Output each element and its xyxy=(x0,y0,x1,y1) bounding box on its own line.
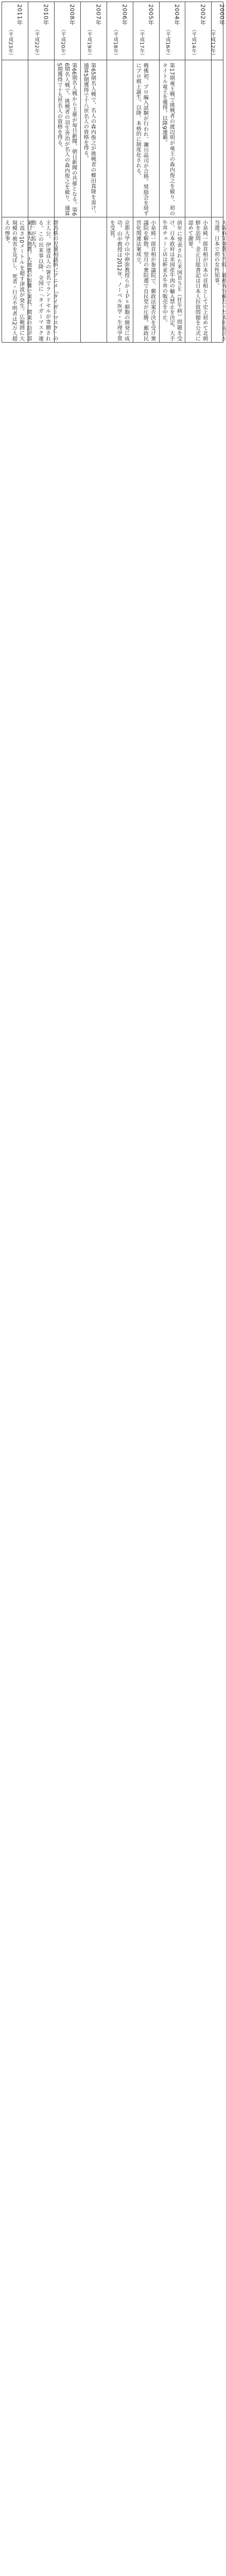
news-cell-2000 xyxy=(212,217,226,343)
year-label: 2011年 xyxy=(16,4,23,26)
year-label: 2000年 xyxy=(218,4,225,26)
year-cell-2002 xyxy=(185,2,212,60)
news-cell-2006 xyxy=(107,217,133,343)
year-row xyxy=(2,2,223,60)
shogi-cell-2004 xyxy=(160,60,185,217)
year-cell-2005 xyxy=(133,2,160,60)
year-cell-2010 xyxy=(28,2,55,60)
news-cell-2008 xyxy=(55,217,81,343)
shogi-cell-2002 xyxy=(185,60,212,217)
news-cell-2011 xyxy=(2,217,31,343)
year-label: 2002年 xyxy=(199,4,206,26)
year-label: 2010年 xyxy=(42,4,49,26)
social-news-row xyxy=(2,217,223,343)
shogi-event-text: 第66期名人戦から主催が毎日新聞、朝日新聞の共催となる。第66期名人戦で、挑戦者の羽生善治が名人の森内俊之を破り、通算5期獲得で十九世名人の資格を得る。 xyxy=(56,63,77,216)
year-label: 2004年 xyxy=(173,4,180,26)
chronology-table xyxy=(2,2,226,343)
shogi-event-text: 第17期竜王戦で挑戦者の渡辺明が竜王の森内俊之を破り、初のタイトル竜王を獲得。以降9連覇。 xyxy=(161,63,175,216)
year-cell-2011 xyxy=(2,2,28,60)
news-cell-2007 xyxy=(81,217,107,343)
news-cell-2010 xyxy=(28,217,58,343)
news-text: 東日本大地震。大地震の影響で東北、関東の沿岸部に高さ10メートルを超す津波が発生。広範囲に大規模の被害を及ぼし、死者・行方不明者は2万人超えの惨事。 xyxy=(4,220,31,341)
shogi-event-text xyxy=(107,60,109,217)
shogi-events-row xyxy=(2,60,223,217)
year-cell-2006 xyxy=(107,2,133,60)
shogi-event-text: 第65期名人戦で、名人の森内俊之が挑戦者の郷田真隆を退け、通算5期獲得で十八世名人の資格を得る。 xyxy=(82,63,96,216)
news-text: 大阪府知事選で当時、通産省官僚だった太田房江が当選。日本で初の女性知事。 xyxy=(213,220,226,341)
shogi-event-text xyxy=(2,60,4,217)
era-label: （平成12年） xyxy=(210,27,216,58)
news-cell-2004 xyxy=(160,217,185,343)
era-label: （平成17年） xyxy=(138,27,145,58)
year-label: 2005年 xyxy=(147,4,154,26)
news-text: 小泉純一郎首相が参議院で、郵政法案否決を受け衆議院を解散。翌月の衆院選で自民党が圧勝。郵政民営化関連法案成立。 xyxy=(135,220,155,341)
year-cell-2004 xyxy=(160,2,185,60)
news-text: 京都大学の山中伸弥教授らがｉＰｓ細胞の開発に成功。山中教授は2012年、ノーベル医学・生理学賞を受賞。 xyxy=(109,220,129,341)
era-label: （平成23年） xyxy=(7,27,13,58)
shogi-cell-2007 xyxy=(81,60,107,217)
year-label: 2006年 xyxy=(121,4,128,26)
era-label: （平成18年） xyxy=(112,27,118,58)
era-label: （平成19年） xyxy=(86,27,92,58)
news-cell-2002 xyxy=(185,217,212,343)
year-cell-2008 xyxy=(55,2,81,60)
shogi-cell-2000 xyxy=(212,60,223,217)
news-text xyxy=(81,217,83,342)
news-text: 前年に発表された米国ＢＳＥ（狂牛病）問題を受け、日本政府は米国産牛肉の輸入禁止を決定。大手牛丼チェーン店は軒並み牛丼の販売を中止。 xyxy=(161,220,182,341)
news-cell-2005 xyxy=(133,217,160,343)
shogi-cell-2011 xyxy=(2,60,28,217)
news-text: 小泉純一郎首相が日本の首相として史上初めて北朝鮮を訪問。金正日総書記は日本人拉致問題を公式に認めて謝罪。 xyxy=(187,220,207,341)
era-label: （平成22年） xyxy=(33,27,40,58)
era-label: （平成14年） xyxy=(190,27,197,58)
shogi-event-text xyxy=(28,60,30,217)
shogi-event-text xyxy=(185,60,187,217)
era-label: （平成20年） xyxy=(60,27,66,58)
year-cell-2007 xyxy=(81,2,107,60)
era-label: （平成16年） xyxy=(165,27,170,58)
shogi-event-text xyxy=(212,60,214,217)
news-text: 群馬県の児童相談所にアニメ『タイガーマスク』の主人公、伊達直人の署名でランドセルが寄贈される。この出来事以降、全国に「タイガーマスク運動」が拡大。 xyxy=(30,220,58,341)
shogi-cell-2005 xyxy=(133,60,160,217)
shogi-cell-2008 xyxy=(55,60,81,217)
shogi-event-text: 戦後初、プロ編入試験が行われ、瀬川晶司が合格。奨励会を経ずにプロ棋士誕生。以降、本格的に制度化される。 xyxy=(135,63,148,216)
year-cell-2000 xyxy=(212,2,223,60)
year-label: 2007年 xyxy=(95,4,102,26)
shogi-cell-2010 xyxy=(28,60,55,217)
shogi-cell-2006 xyxy=(107,60,133,217)
year-label: 2008年 xyxy=(68,4,76,26)
